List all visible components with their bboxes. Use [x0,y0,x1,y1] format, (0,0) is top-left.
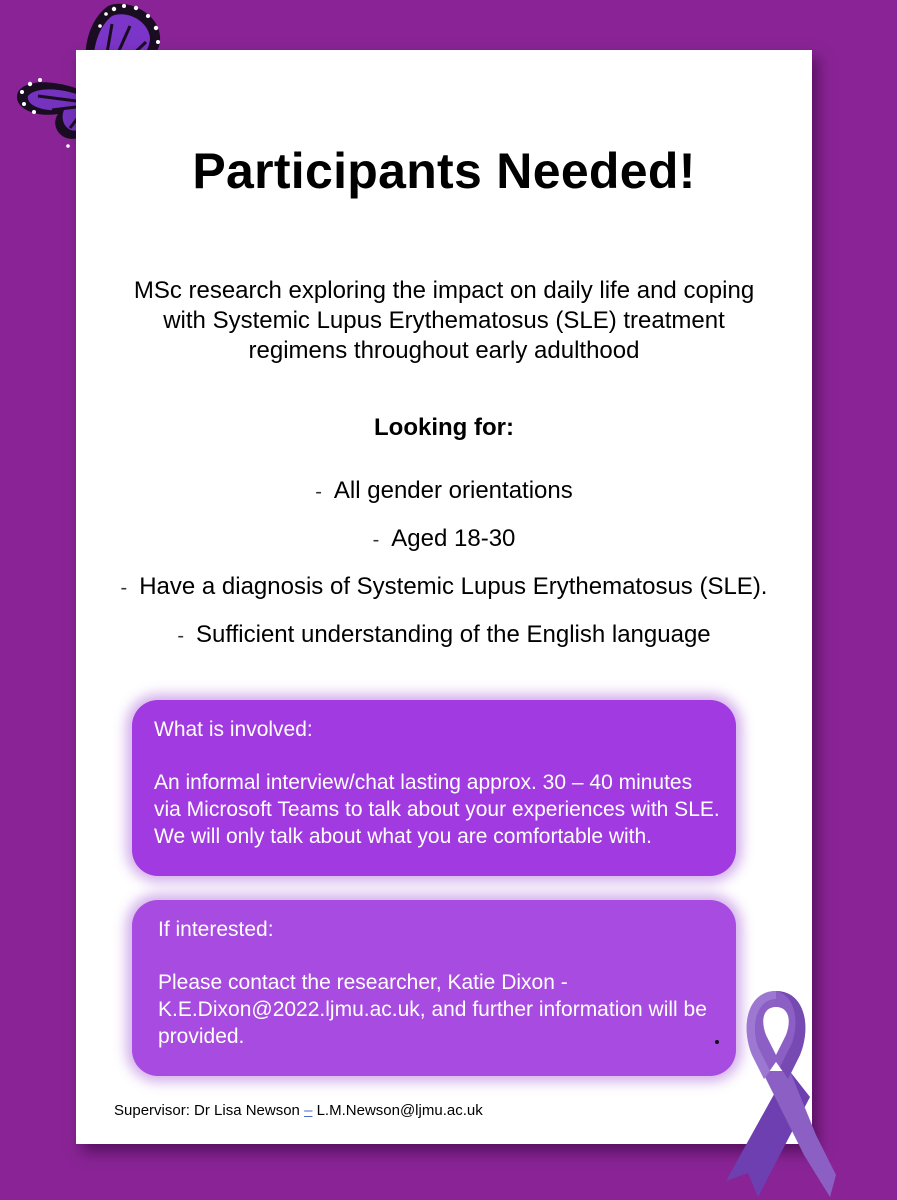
criterion-text: All gender orientations [333,477,573,504]
supervisor-email[interactable]: L.M.Newson@ljmu.ac.uk [316,1102,483,1119]
interested-heading: If interested: [158,918,274,941]
criterion-text: Sufficient understanding of the English language [196,621,711,648]
bullet-dash: - [177,625,185,647]
page-title: Participants Needed! [192,143,696,199]
criteria-list [106,474,782,666]
looking-for-heading: Looking for: [374,414,514,441]
poster [76,50,812,1144]
involved-heading: What is involved: [154,718,313,741]
interested-text: Please contact the researcher, Katie Dixon - K.E.Dixon@2022.ljmu.ac.uk, and further information will be provided. [158,971,707,1048]
supervisor-line [114,1102,483,1119]
research-description: MSc research exploring the impact on daily life and coping with Systemic Lupus Erythematosus (SLE) treatment regimens throughout early adulthood [133,277,755,364]
if-interested-box [132,900,736,1076]
supervisor-separator: – [304,1102,313,1119]
involved-text: An informal interview/chat lasting approx. 30 – 40 minutes via Microsoft Teams to talk about your experiences with SLE. We will only talk about what you are comfortable with. [154,771,720,848]
criterion-text: Have a diagnosis of Systemic Lupus Erythematosus (SLE). [139,573,768,600]
list-item [106,474,782,509]
list-item [106,618,782,653]
list-item [106,522,782,557]
bullet-dash: - [120,577,128,599]
what-is-involved-box [132,700,736,876]
bullet-dash: - [315,481,322,503]
list-item [106,570,782,605]
bullet-dash: - [372,529,380,551]
awareness-ribbon-icon [718,985,836,1200]
supervisor-label: Supervisor: Dr Lisa Newson [114,1102,300,1119]
criterion-text: Aged 18-30 [391,525,516,552]
